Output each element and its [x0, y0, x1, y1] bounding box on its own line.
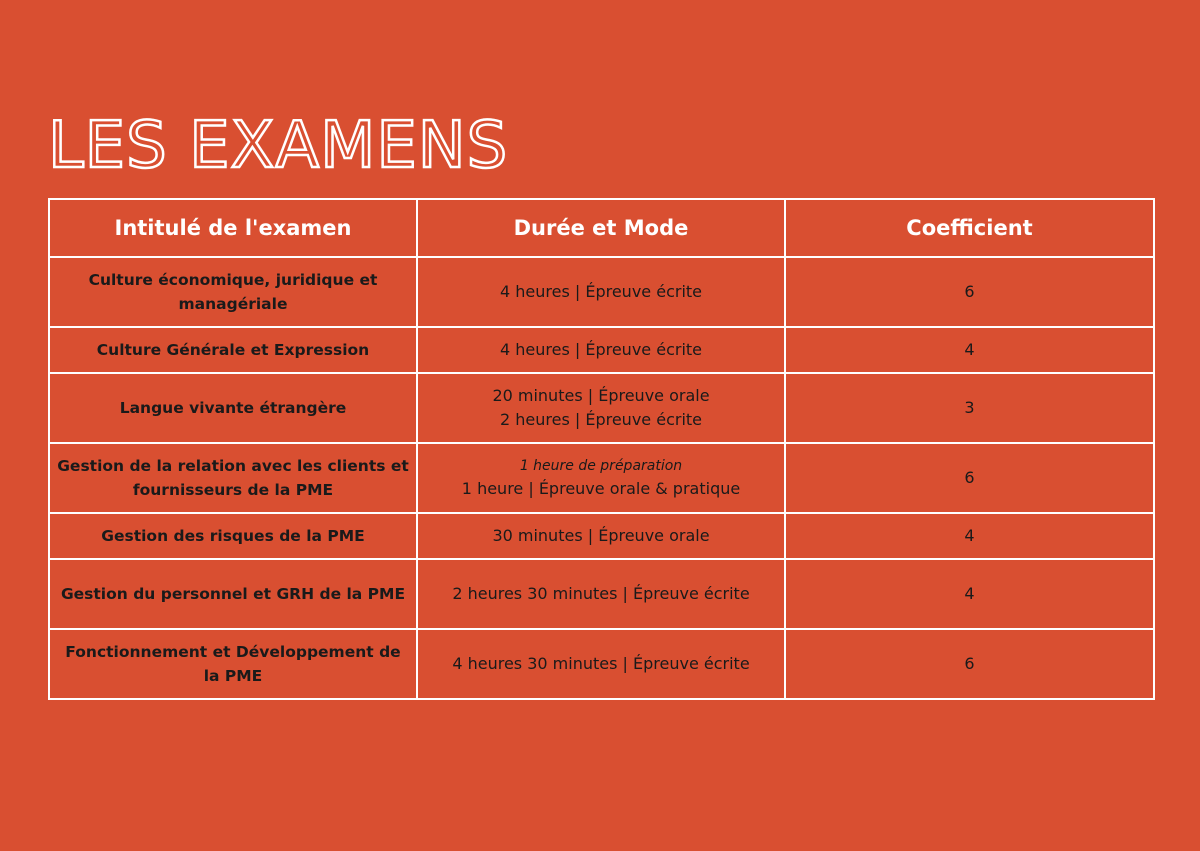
exam-mode-line: 4 heures | Épreuve écrite — [499, 282, 702, 301]
table-row — [49, 327, 1154, 373]
exam-name-cell: Langue vivante étrangère — [49, 373, 417, 443]
exam-name-cell: Gestion de la relation avec les clients et fournisseurs de la PME — [49, 443, 417, 513]
table-row — [49, 373, 1154, 443]
page-title: LES EXAMENS — [48, 109, 509, 183]
exam-coefficient-cell: 4 — [785, 327, 1154, 373]
exam-name-cell: Culture économique, juridique et managériale — [49, 257, 417, 327]
exam-mode-line: 4 heures | Épreuve écrite — [499, 340, 702, 359]
column-header-coefficient: Coefficient — [785, 199, 1154, 257]
column-header-name: Intitulé de l'examen — [49, 199, 417, 257]
table-header-row — [49, 199, 1154, 257]
exam-name-cell: Culture Générale et Expression — [49, 327, 417, 373]
exam-name-cell: Fonctionnement et Développement de la PME — [49, 629, 417, 699]
exam-mode-line: 2 heures 30 minutes | Épreuve écrite — [452, 584, 750, 603]
exam-coefficient-cell: 6 — [785, 629, 1154, 699]
exam-coefficient-cell: 4 — [785, 559, 1154, 629]
exam-mode-cell — [417, 443, 785, 513]
exam-mode-cell — [417, 373, 785, 443]
exam-coefficient-cell: 3 — [785, 373, 1154, 443]
exam-preparation-note: 1 heure de préparation — [519, 458, 683, 474]
exam-mode-line: 1 heure | Épreuve orale & pratique — [461, 479, 741, 498]
exam-mode-line: 30 minutes | Épreuve orale — [492, 526, 710, 545]
exam-mode-line: 20 minutes | Épreuve orale — [492, 386, 710, 405]
exam-coefficient-cell: 6 — [785, 443, 1154, 513]
column-header-mode: Durée et Mode — [417, 199, 785, 257]
exam-mode-line: 2 heures | Épreuve écrite — [499, 410, 702, 429]
table-row — [49, 629, 1154, 699]
exam-mode-cell — [417, 327, 785, 373]
table-row — [49, 443, 1154, 513]
exam-name-cell: Gestion du personnel et GRH de la PME — [49, 559, 417, 629]
table-row — [49, 559, 1154, 629]
exam-mode-line: 4 heures 30 minutes | Épreuve écrite — [452, 654, 750, 673]
exam-coefficient-cell: 4 — [785, 513, 1154, 559]
exam-name-cell: Gestion des risques de la PME — [49, 513, 417, 559]
table-row — [49, 257, 1154, 327]
exam-mode-cell — [417, 513, 785, 559]
exam-coefficient-cell: 6 — [785, 257, 1154, 327]
exam-table — [48, 198, 1155, 700]
exam-mode-cell — [417, 257, 785, 327]
exam-mode-cell — [417, 629, 785, 699]
table-row — [49, 513, 1154, 559]
exam-mode-cell — [417, 559, 785, 629]
